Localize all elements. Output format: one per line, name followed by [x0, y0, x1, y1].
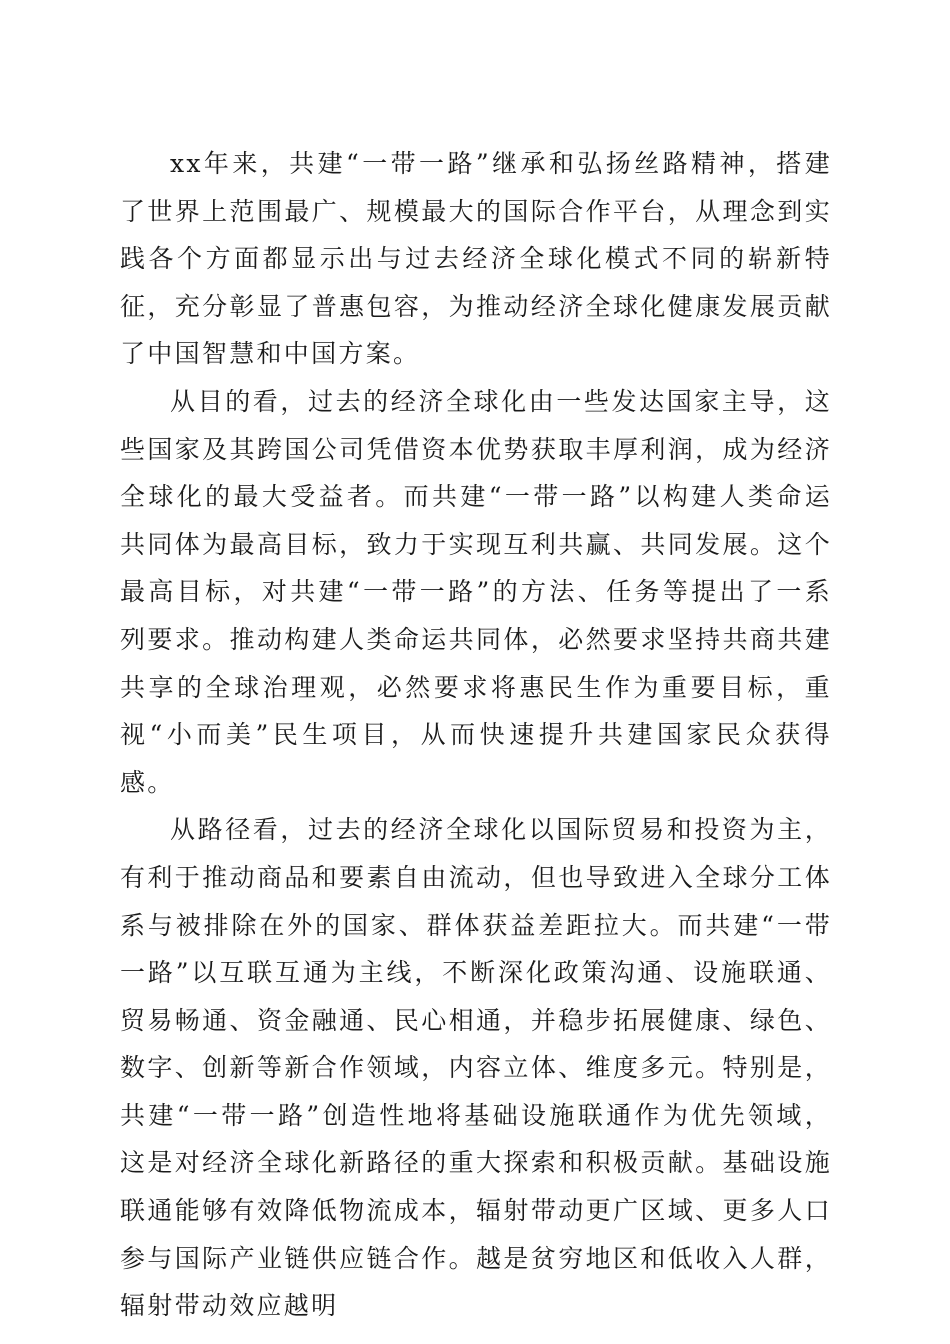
paragraph-path: 从路径看，过去的经济全球化以国际贸易和投资为主，有利于推动商品和要素自由流动，但也导致进入全球分工体系与被排除在外的国家、群体获益差距拉大。而共建“一带一路”以互联互通为主线，不断深化政策沟通、设施联通、贸易畅通、资金融通、民心相通，并稳步拓展健康、绿色、数字、创新等新合作领域，内容立体、维度多元。特别是，共建“一带一路”创造性地将基础设施联通作为优先领域，这是对经济全球化新路径的重大探索和积极贡献。基础设施联通能够有效降低物流成本，辐射带动更广区域、更多人口参与国际产业链供应链合作。越是贫穷地区和低收入人群，辐射带动效应越明 [120, 815, 832, 1321]
paragraph-intro: xx年来，共建“一带一路”继承和弘扬丝路精神，搭建了世界上范围最广、规模最大的国际合作平台，从理念到实践各个方面都显示出与过去经济全球化模式不同的崭新特征，充分彰显了普惠包容，为推动经济全球化健康发展贡献了中国智慧和中国方案。 [120, 149, 832, 369]
document-body [120, 140, 832, 1330]
paragraph-purpose: 从目的看，过去的经济全球化由一些发达国家主导，这些国家及其跨国公司凭借资本优势获取丰厚利润，成为经济全球化的最大受益者。而共建“一带一路”以构建人类命运共同体为最高目标，致力于实现互利共赢、共同发展。这个最高目标，对共建“一带一路”的方法、任务等提出了一系列要求。推动构建人类命运共同体，必然要求坚持共商共建共享的全球治理观，必然要求将惠民生作为重要目标，重视“小而美”民生项目，从而快速提升共建国家民众获得感。 [120, 386, 832, 797]
